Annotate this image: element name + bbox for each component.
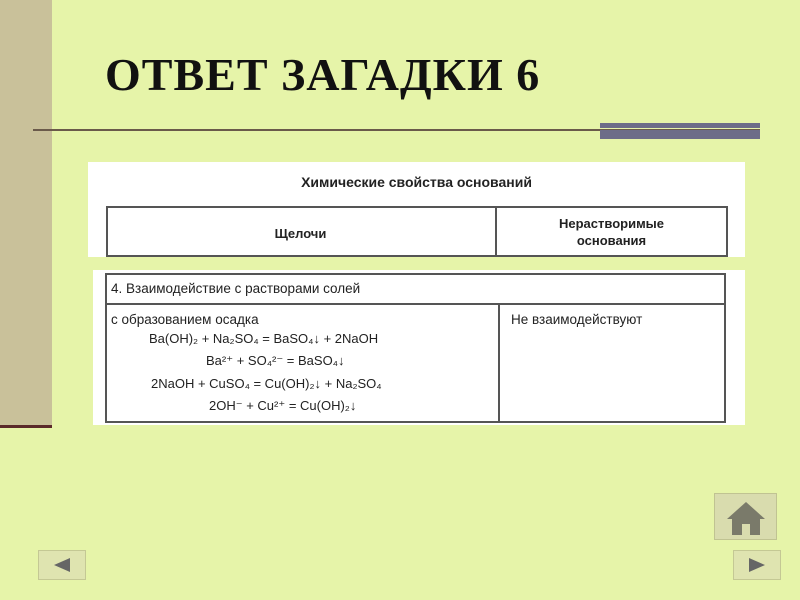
triangle-right-icon	[748, 558, 766, 572]
prev-slide-button[interactable]	[38, 550, 86, 580]
table-title: Химические свойства оснований	[301, 174, 532, 190]
header-alkalis: Щелочи	[274, 226, 327, 241]
section-title: 4. Взаимодействие с растворами солей	[111, 281, 361, 296]
header-insoluble-line1: Нерастворимые	[558, 216, 665, 231]
equation-3: 2NaOH + CuSO₄ = Cu(OH)₂↓ + Na₂SO₄	[151, 376, 382, 391]
table-line	[498, 303, 500, 423]
left-decor-bar	[0, 0, 52, 428]
table-line	[105, 303, 725, 305]
header-insoluble-line2: основания	[576, 233, 647, 248]
table-line	[724, 273, 726, 423]
table-line	[105, 273, 107, 423]
triangle-left-icon	[53, 558, 71, 572]
left-decor-line	[0, 425, 52, 428]
next-slide-button[interactable]	[733, 550, 781, 580]
table-line	[726, 206, 728, 257]
home-button[interactable]	[714, 493, 777, 540]
equation-1: Ba(OH)₂ + Na₂SO₄ = BaSO₄↓ + 2NaOH	[149, 331, 379, 346]
col2-text: Не взаимодействуют	[511, 312, 643, 327]
table-body-image	[93, 270, 745, 425]
table-line	[105, 421, 725, 423]
equation-4: 2OH⁻ + Cu²⁺ = Cu(OH)₂↓	[209, 398, 357, 413]
home-icon	[715, 494, 778, 541]
table-line	[106, 255, 727, 257]
table-line	[495, 206, 497, 257]
equation-2: Ba²⁺ + SO₄²⁻ = BaSO₄↓	[206, 353, 345, 368]
table-header-image	[88, 162, 745, 257]
table-line	[106, 206, 727, 208]
title-divider-accent	[600, 123, 760, 139]
slide-title: ОТВЕТ ЗАГАДКИ 6	[105, 49, 541, 100]
col1-intro: с образованием осадка	[111, 312, 259, 327]
table-line	[105, 273, 725, 275]
